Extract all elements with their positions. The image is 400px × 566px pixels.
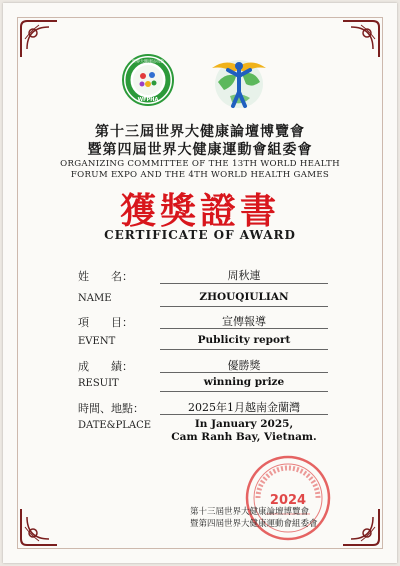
- name-underline-en: [160, 306, 328, 307]
- name-label-zh: 姓 名：: [78, 270, 133, 283]
- name-value-zh: 周秋連: [227, 269, 261, 282]
- event-label-zh: 項 目：: [78, 316, 133, 329]
- title-zh-line1: 第十三屆世界大健康論壇博覽會: [95, 124, 305, 140]
- award-title-en: CERTIFICATE OF AWARD: [104, 228, 296, 242]
- corner-ornament-top-left: [19, 19, 59, 59]
- date-place-value-en-line1: In January 2025,: [194, 418, 294, 430]
- event-value-zh: 宣傳報導: [222, 315, 266, 328]
- event-underline-en: [160, 349, 328, 350]
- result-value-zh: 優勝獎: [227, 359, 261, 372]
- date-place-underline-zh: [160, 414, 328, 415]
- name-value-en: ZHOUQIULIAN: [199, 291, 289, 303]
- result-value-en: winning prize: [203, 376, 285, 388]
- logo-ring-text: 世界大健康运动会: [132, 58, 164, 64]
- date-place-value-zh: 2025年1月越南金蘭灣: [188, 401, 300, 414]
- signature-line2: 暨第四屆世界大健康運動會組委會: [190, 519, 318, 529]
- title-en-line1: ORGANIZING COMMITTEE OF THE 13TH WORLD HEALTH: [60, 159, 340, 169]
- result-label-zh: 成 績：: [78, 360, 133, 373]
- result-underline-zh: [160, 372, 328, 373]
- event-value-en: Publicity report: [197, 334, 291, 346]
- name-label-en: NAME: [78, 293, 112, 304]
- name-underline-zh: [160, 283, 328, 284]
- title-zh-line2: 暨第四屆世界大健康運動會組委會: [87, 142, 313, 158]
- world-health-games-logo: [206, 54, 272, 110]
- seal-year: 2024: [269, 493, 307, 508]
- date-place-value-en-line2: Cam Ranh Bay, Vietnam.: [171, 431, 317, 443]
- date-place-label-en: DATE&PLACE: [78, 420, 152, 431]
- wfpha-logo: [122, 54, 174, 106]
- result-label-en: RESUIT: [78, 378, 119, 389]
- date-place-label-zh: 時間、地點：: [78, 402, 144, 415]
- result-underline-en: [160, 391, 328, 392]
- event-label-en: EVENT: [78, 336, 116, 347]
- corner-ornament-top-right: [341, 19, 381, 59]
- event-underline-zh: [160, 328, 328, 329]
- logo-wfpha-text: WFPHA: [137, 97, 159, 103]
- signature-line1: 第十三屆世界大健康論壇博覽會: [190, 507, 310, 517]
- title-en-line2: FORUM EXPO AND THE 4TH WORLD HEALTH GAMES: [70, 170, 330, 180]
- award-title-zh: 獲獎證書: [119, 190, 280, 232]
- corner-ornament-bottom-left: [19, 507, 59, 547]
